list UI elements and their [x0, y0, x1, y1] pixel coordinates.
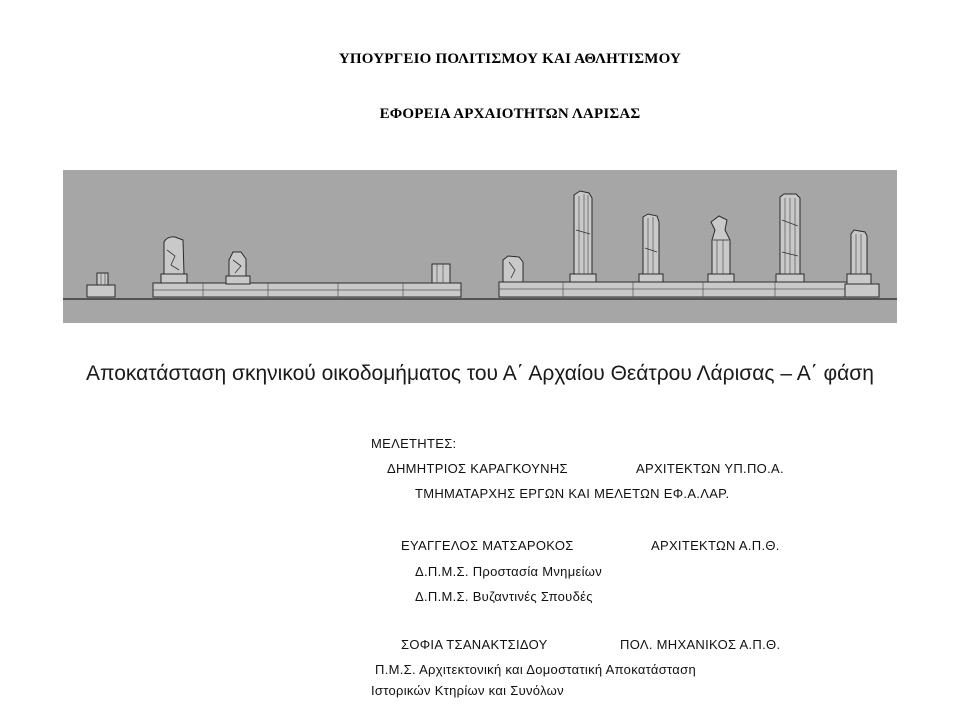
author-detail: Δ.Π.Μ.Σ. Προστασία Μνημείων: [415, 564, 603, 579]
author-name: ΔΗΜΗΤΡΙΟΣ ΚΑΡΑΓΚΟΥΝΗΣ: [387, 461, 568, 476]
ministry-heading: ΥΠΟΥΡΓΕΙΟ ΠΟΛΙΤΙΣΜΟΥ ΚΑΙ ΑΘΛΗΤΙΣΜΟΥ: [338, 51, 682, 67]
credits-heading: ΜΕΛΕΤΗΤΕΣ:: [371, 436, 457, 451]
author-name: ΣΟΦΙΑ ΤΣΑΝΑΚΤΣΙΔΟΥ: [401, 637, 548, 652]
author-detail: Δ.Π.Μ.Σ. Βυζαντινές Σπουδές: [415, 589, 593, 604]
author-name: ΕΥΑΓΓΕΛΟΣ ΜΑΤΣΑΡΟΚΟΣ: [401, 538, 574, 553]
ephorate-heading: ΕΦΟΡΕΙΑ ΑΡΧΑΙΟΤΗΤΩΝ ΛΑΡΙΣΑΣ: [379, 106, 641, 122]
author-detail: Π.Μ.Σ. Αρχιτεκτονική και Δομοστατική Αποκατάσταση: [375, 662, 696, 677]
author-detail: Ιστορικών Κτηρίων και Συνόλων: [371, 683, 564, 698]
author-detail: ΤΜΗΜΑΤΑΡΧΗΣ ΕΡΓΩΝ ΚΑΙ ΜΕΛΕΤΩΝ ΕΦ.Α.ΛΑΡ.: [415, 486, 730, 501]
author-role: ΑΡΧΙΤΕΚΤΩΝ Α.Π.Θ.: [651, 538, 780, 553]
author-role: ΠΟΛ. ΜΗΧΑΝΙΚΟΣ Α.Π.Θ.: [620, 637, 781, 652]
author-role: ΑΡΧΙΤΕΚΤΩΝ ΥΠ.ΠΟ.Α.: [636, 461, 784, 476]
project-title: Αποκατάσταση σκηνικού οικοδομήματος του Α΄ Αρχαίου Θεάτρου Λάρισας – Α΄ φάση: [86, 362, 874, 385]
